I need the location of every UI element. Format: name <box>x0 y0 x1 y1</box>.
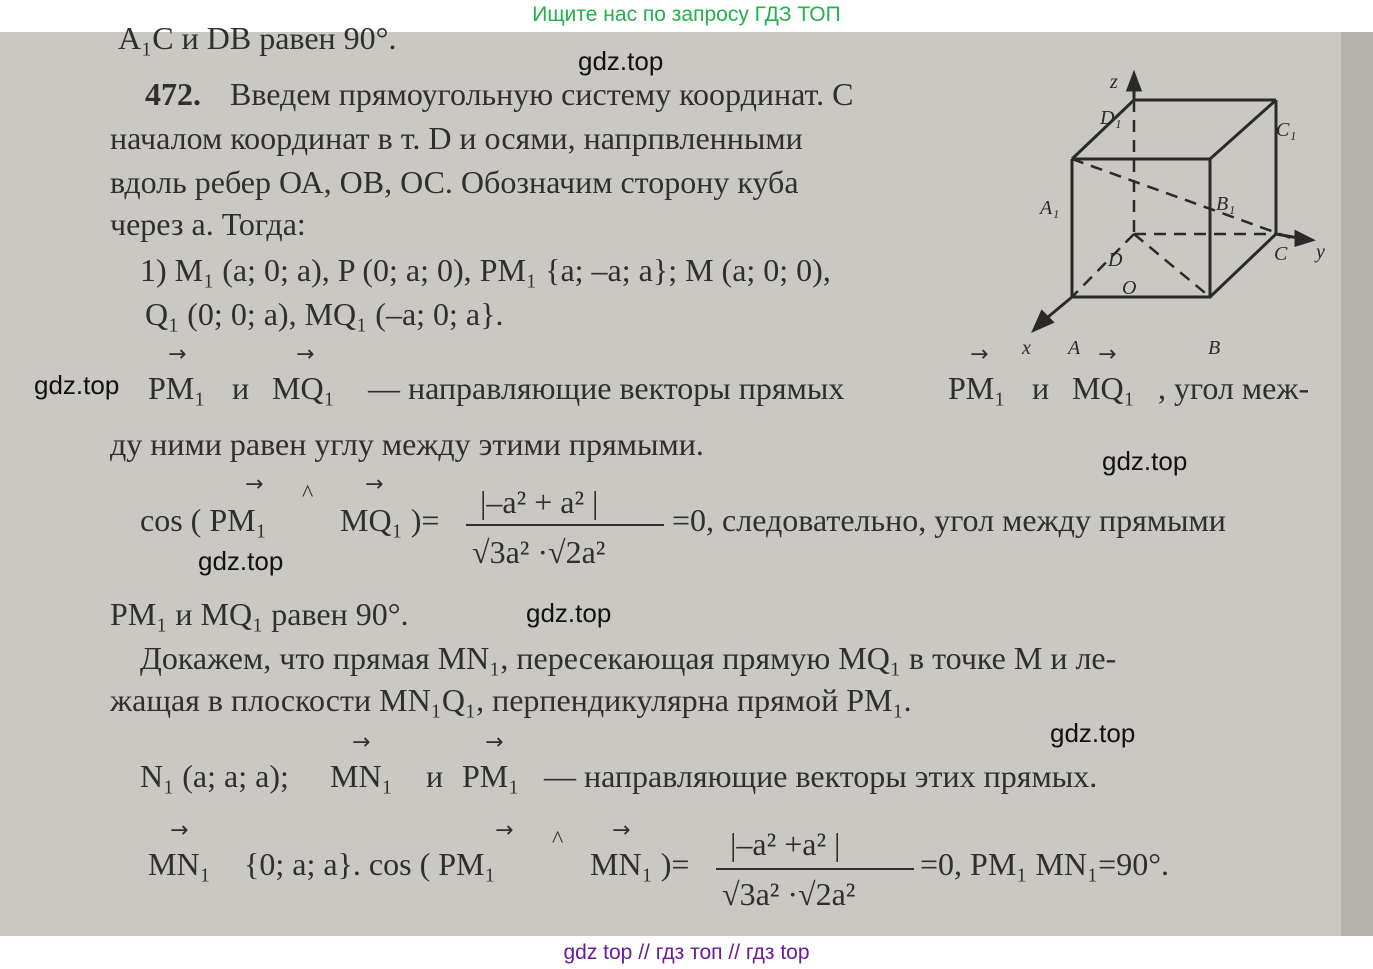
text-and: и <box>426 758 444 794</box>
vector-arrow: → <box>495 818 514 843</box>
vector-arrow: → <box>245 472 264 497</box>
text-line-9: PM₁ и MQ₁ равен 90°. <box>110 596 409 632</box>
formula-1-mid: MQ₁ )= <box>340 502 440 538</box>
text-and: и <box>232 370 250 406</box>
vector-pm1: PM₁ <box>148 370 206 406</box>
text-line-3: вдоль ребер ОА, ОВ, ОС. Обозначим сторону куба <box>110 164 799 200</box>
y-axis-arrowhead <box>1296 232 1312 245</box>
vector-arrow: → <box>485 730 504 755</box>
vector-arrow: → <box>970 342 989 367</box>
text-line-7: — направляющие векторы прямых <box>368 370 845 406</box>
axis-label-x: x <box>1022 337 1031 359</box>
watermark: gdz.top <box>526 598 612 628</box>
fraction-bar <box>716 868 914 870</box>
text-line-6: Q₁ (0; 0; a), MQ₁ (–a; 0; a}. <box>145 296 504 332</box>
cube-edge <box>1210 100 1276 159</box>
vector-arrow: → <box>612 818 631 843</box>
vertex-label-c: C <box>1274 243 1288 265</box>
page-edge-shadow <box>1341 32 1373 936</box>
vertex-label-a1: A₁ <box>1040 197 1060 219</box>
formula-2-mid: MN₁ )= <box>590 846 690 882</box>
angle-hat: ^ <box>302 481 314 507</box>
text-line-2: началом координат в т. D и осями, напрпвленными <box>110 120 803 156</box>
watermark: gdz.top <box>1050 718 1136 748</box>
cube-diagram <box>1012 71 1342 359</box>
z-axis-arrowhead <box>1128 74 1140 90</box>
formula-2-lhs: {0; a; a}. cos ( PM₁ <box>244 846 496 882</box>
fraction-bar <box>466 524 664 526</box>
vector-mq1: MQ₁ <box>1072 370 1135 406</box>
text-line-0: A₁C и DB равен 90°. <box>118 20 397 56</box>
vertex-label-b: B <box>1208 337 1221 359</box>
vertex-label-d: D <box>1108 249 1123 271</box>
watermark: gdz.top <box>1102 446 1188 476</box>
vector-arrow: → <box>352 730 371 755</box>
vertex-label-a: A <box>1068 337 1081 359</box>
formula-1-denominator: √3a² ·√2a² <box>472 534 606 570</box>
vector-arrow: → <box>296 342 315 367</box>
diagonal-db <box>1134 234 1210 297</box>
cube-edge <box>1210 234 1276 297</box>
watermark: gdz.top <box>198 546 284 576</box>
vector-mn1: MN₁ <box>330 758 393 794</box>
vertex-label-c1: C₁ <box>1276 119 1297 141</box>
text-line-12-end: — направляющие векторы этих прямых. <box>544 758 1098 794</box>
diagonal-a1c <box>1072 159 1302 242</box>
watermark: gdz.top <box>34 370 120 400</box>
formula-1-numerator: |–a² + a² | <box>480 484 599 520</box>
text-line-12: N₁ (a; a; a); <box>140 758 289 794</box>
vector-arrow: → <box>365 472 384 497</box>
vector-arrow: → <box>1098 342 1117 367</box>
formula-1-lhs: cos ( PM₁ <box>140 502 267 538</box>
vector-arrow: → <box>168 342 187 367</box>
text-and: и <box>1032 370 1050 406</box>
axis-label-y: y <box>1316 241 1325 263</box>
formula-1-rhs: =0, следовательно, угол между прямыми <box>672 502 1226 538</box>
angle-hat: ^ <box>552 827 564 853</box>
text-line-10: Докажем, что прямая MN₁, пересекающая прямую MQ₁ в точке М и ле- <box>140 640 1117 676</box>
text-line-1: Введем прямоугольную систему координат. С <box>230 76 854 112</box>
text-line-5: 1) M₁ (a; 0; a), P (0; a; 0), PM₁ {a; –a; a}; M (a; 0; 0), <box>140 252 831 288</box>
top-banner: Ищите нас по запросу ГДЗ ТОП <box>0 0 1373 32</box>
vertex-label-b1: B₁ <box>1216 193 1236 215</box>
axis-label-z: z <box>1110 71 1118 93</box>
vector-mn1: MN₁ <box>148 846 211 882</box>
vector-arrow: → <box>170 818 189 843</box>
text-line-7-end: , угол меж- <box>1158 370 1310 406</box>
cube-front-face <box>1072 159 1210 297</box>
formula-2-numerator: |–a² +a² | <box>730 826 841 862</box>
text-line-8: ду ними равен углу между этими прямыми. <box>110 426 704 462</box>
formula-2-rhs: =0, PM₁ MN₁=90°. <box>920 846 1170 882</box>
watermark: gdz.top <box>578 46 664 76</box>
text-line-4: через а. Тогда: <box>110 206 306 242</box>
vector-pm1: PM₁ <box>948 370 1006 406</box>
text-line-11: жащая в плоскости MN₁Q₁, перпендикулярна прямой PM₁. <box>110 682 912 718</box>
vertex-label-o: O <box>1122 277 1137 299</box>
vector-pm1: PM₁ <box>462 758 520 794</box>
formula-2-denominator: √3a² ·√2a² <box>722 876 856 912</box>
problem-number: 472. <box>145 76 201 112</box>
vector-mq1: MQ₁ <box>272 370 335 406</box>
scanned-page <box>0 20 1373 936</box>
bottom-footer: gdz top // гдз топ // гдз top <box>0 936 1373 969</box>
vertex-label-d1: D₁ <box>1100 107 1122 129</box>
